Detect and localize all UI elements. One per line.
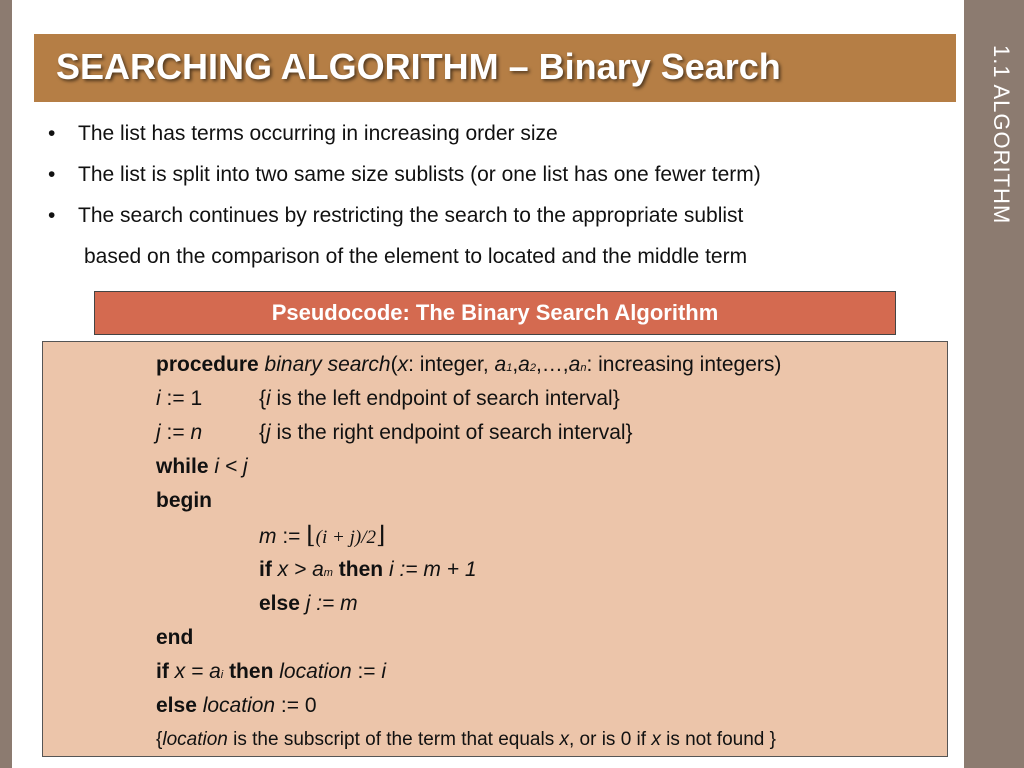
bullet-text: The search continues by restricting the search to the appropriate sublist <box>78 204 744 227</box>
bullet-icon: • <box>48 204 56 227</box>
title-bar <box>34 34 956 102</box>
code-line-else-location: else location := 0 <box>156 694 317 717</box>
bullet-text: based on the comparison of the element to located and the middle term <box>84 245 748 268</box>
bullet-item <box>44 113 944 154</box>
bullet-text: The list is split into two same size sublists (or one list has one fewer term) <box>78 163 761 186</box>
code-line-j-assign: j := n {j is the right endpoint of search interval} <box>156 421 633 444</box>
section-label: 1.1 ALGORITHM <box>989 45 1014 225</box>
pseudocode-header: Pseudocode: The Binary Search Algorithm <box>94 291 896 335</box>
slide-title: SEARCHING ALGORITHM – Binary Search <box>56 46 781 87</box>
code-line-if-location: if x = ai then location := i <box>156 660 387 683</box>
bullet-list <box>44 113 944 277</box>
code-line-else: else j := m <box>259 592 358 615</box>
left-decor-band <box>0 0 12 768</box>
code-line-comment: {location is the subscript of the term that equals x, or is 0 if x is not found } <box>156 729 776 750</box>
code-line-procedure: procedure binary search(x: integer, a1,a2,…,an: increasing integers) <box>156 353 782 376</box>
code-line-while: while i < j <box>156 455 248 478</box>
pseudocode-box <box>42 341 948 757</box>
bullet-item <box>44 154 944 195</box>
code-line-if-then: if x > am then i := m + 1 <box>259 558 477 581</box>
code-line-m-assign: m := ⌊(i + j)/2⌋ <box>259 523 386 549</box>
code-line-i-assign: i := 1 {i is the left endpoint of search interval} <box>156 387 620 410</box>
floor-expression: ⌊(i + j)/2⌋ <box>306 523 386 549</box>
bullet-icon: • <box>48 163 56 186</box>
bullet-continuation <box>44 236 944 277</box>
bullet-item <box>44 195 944 236</box>
code-line-begin: begin <box>156 489 212 512</box>
bullet-icon: • <box>48 122 56 145</box>
code-line-end: end <box>156 626 194 649</box>
bullet-text: The list has terms occurring in increasing order size <box>78 122 558 145</box>
